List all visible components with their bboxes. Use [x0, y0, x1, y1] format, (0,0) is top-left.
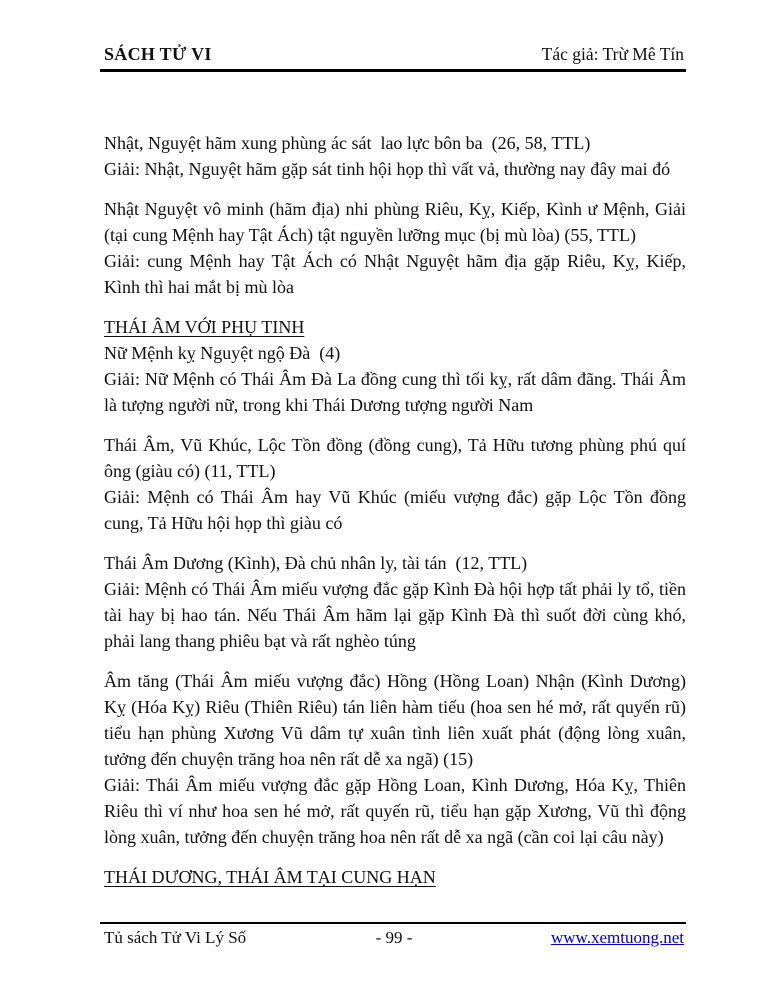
page-header	[100, 0, 686, 72]
explanation-paragraph: Giải: Nữ Mệnh có Thái Âm Đà La đồng cung thì tối kỵ, rất dâm đãng. Thái Âm là tượng người nữ, trong khi Thái Dương tượng người Nam	[104, 369, 691, 415]
explanation-paragraph: Giải: Mệnh có Thái Âm miếu vượng đắc gặp Kình Đà hội hợp tất phải ly tổ, tiền tài hay bị hao tán. Nếu Thái Âm hãm lại gặp Kình Đà thì suốt đời cùng khó, phải lang thang phiêu bạt và rất nghèo túng	[104, 579, 691, 651]
footer-series-title: Tủ sách Tử Vi Lý Số	[104, 928, 247, 947]
explanation-paragraph: Giải: Mệnh có Thái Âm hay Vũ Khúc (miếu vượng đắc) gặp Lộc Tồn đồng cung, Tả Hữu hội họp thì giàu có	[104, 487, 691, 533]
explanation-paragraph: Giải: Thái Âm miếu vượng đắc gặp Hồng Loan, Kình Dương, Hóa Kỵ, Thiên Riêu thì ví như hoa sen hé mở, rất quyến rũ, tiểu hạn gặp Xương, Vũ thì động lòng xuân, tưởng đến chuyện trăng hoa nên rất dễ xa ngã (cần coi lại câu này)	[104, 775, 691, 847]
book-title: SÁCH TỬ VI	[104, 44, 212, 64]
rule-line: Nữ Mệnh kỵ Nguyệt ngộ Đà (4)	[104, 343, 341, 363]
rule-line: Nhật Nguyệt vô minh (hãm địa) nhi phùng Riêu, Kỵ, Kiếp, Kình ư Mệnh, Giải (tại cung Mệnh hay Tật Ách) tật nguyền lưỡng mục (bị mù lòa) (55, TTL)	[104, 199, 691, 245]
author-credit: Tác giả: Trừ Mê Tín	[541, 44, 684, 64]
text-group	[104, 864, 686, 890]
text-group	[104, 550, 691, 654]
text-group	[104, 130, 686, 182]
text-group	[104, 668, 691, 850]
explanation-paragraph: Giải: Nhật, Nguyệt hãm gặp sát tinh hội họp thì vất vả, thường nay đây mai đó	[104, 159, 671, 179]
section-heading: THÁI ÂM VỚI PHỤ TINH	[104, 317, 305, 337]
page-body	[100, 130, 691, 890]
text-group	[104, 196, 691, 300]
section-heading: THÁI DƯƠNG, THÁI ÂM TẠI CUNG HẠN	[104, 867, 436, 887]
page-footer	[100, 922, 686, 948]
rule-line: Nhật, Nguyệt hãm xung phùng ác sát lao lực bôn ba (26, 58, TTL)	[104, 133, 591, 153]
text-group	[104, 432, 691, 536]
rule-line: Thái Âm, Vũ Khúc, Lộc Tồn đồng (đồng cung), Tả Hữu tương phùng phú quí ông (giàu có) (11, TTL)	[104, 435, 691, 481]
explanation-paragraph: Giải: cung Mệnh hay Tật Ách có Nhật Nguyệt hãm địa gặp Riêu, Kỵ, Kiếp, Kình thì hai mắt bị mù lòa	[104, 251, 691, 297]
footer-page-number: - 99 -	[375, 928, 413, 947]
text-group	[104, 314, 691, 418]
website-link[interactable]: www.xemtuong.net	[550, 928, 684, 947]
rule-line: Âm tăng (Thái Âm miếu vượng đắc) Hồng (Hồng Loan) Nhận (Kình Dương) Kỵ (Hóa Kỵ) Riêu (Thiên Riêu) tán liên hàm tiếu (hoa sen hé mở, rất quyến rũ) tiểu hạn phùng Xương Vũ dâm tự xuân tình liên xuất phát (động lòng xuân, tưởng đến chuyện trăng hoa nên rất dễ xa ngã) (15)	[104, 671, 691, 769]
rule-line: Thái Âm Dương (Kình), Đà chủ nhân ly, tài tán (12, TTL)	[104, 553, 528, 573]
header-rule	[100, 69, 686, 72]
